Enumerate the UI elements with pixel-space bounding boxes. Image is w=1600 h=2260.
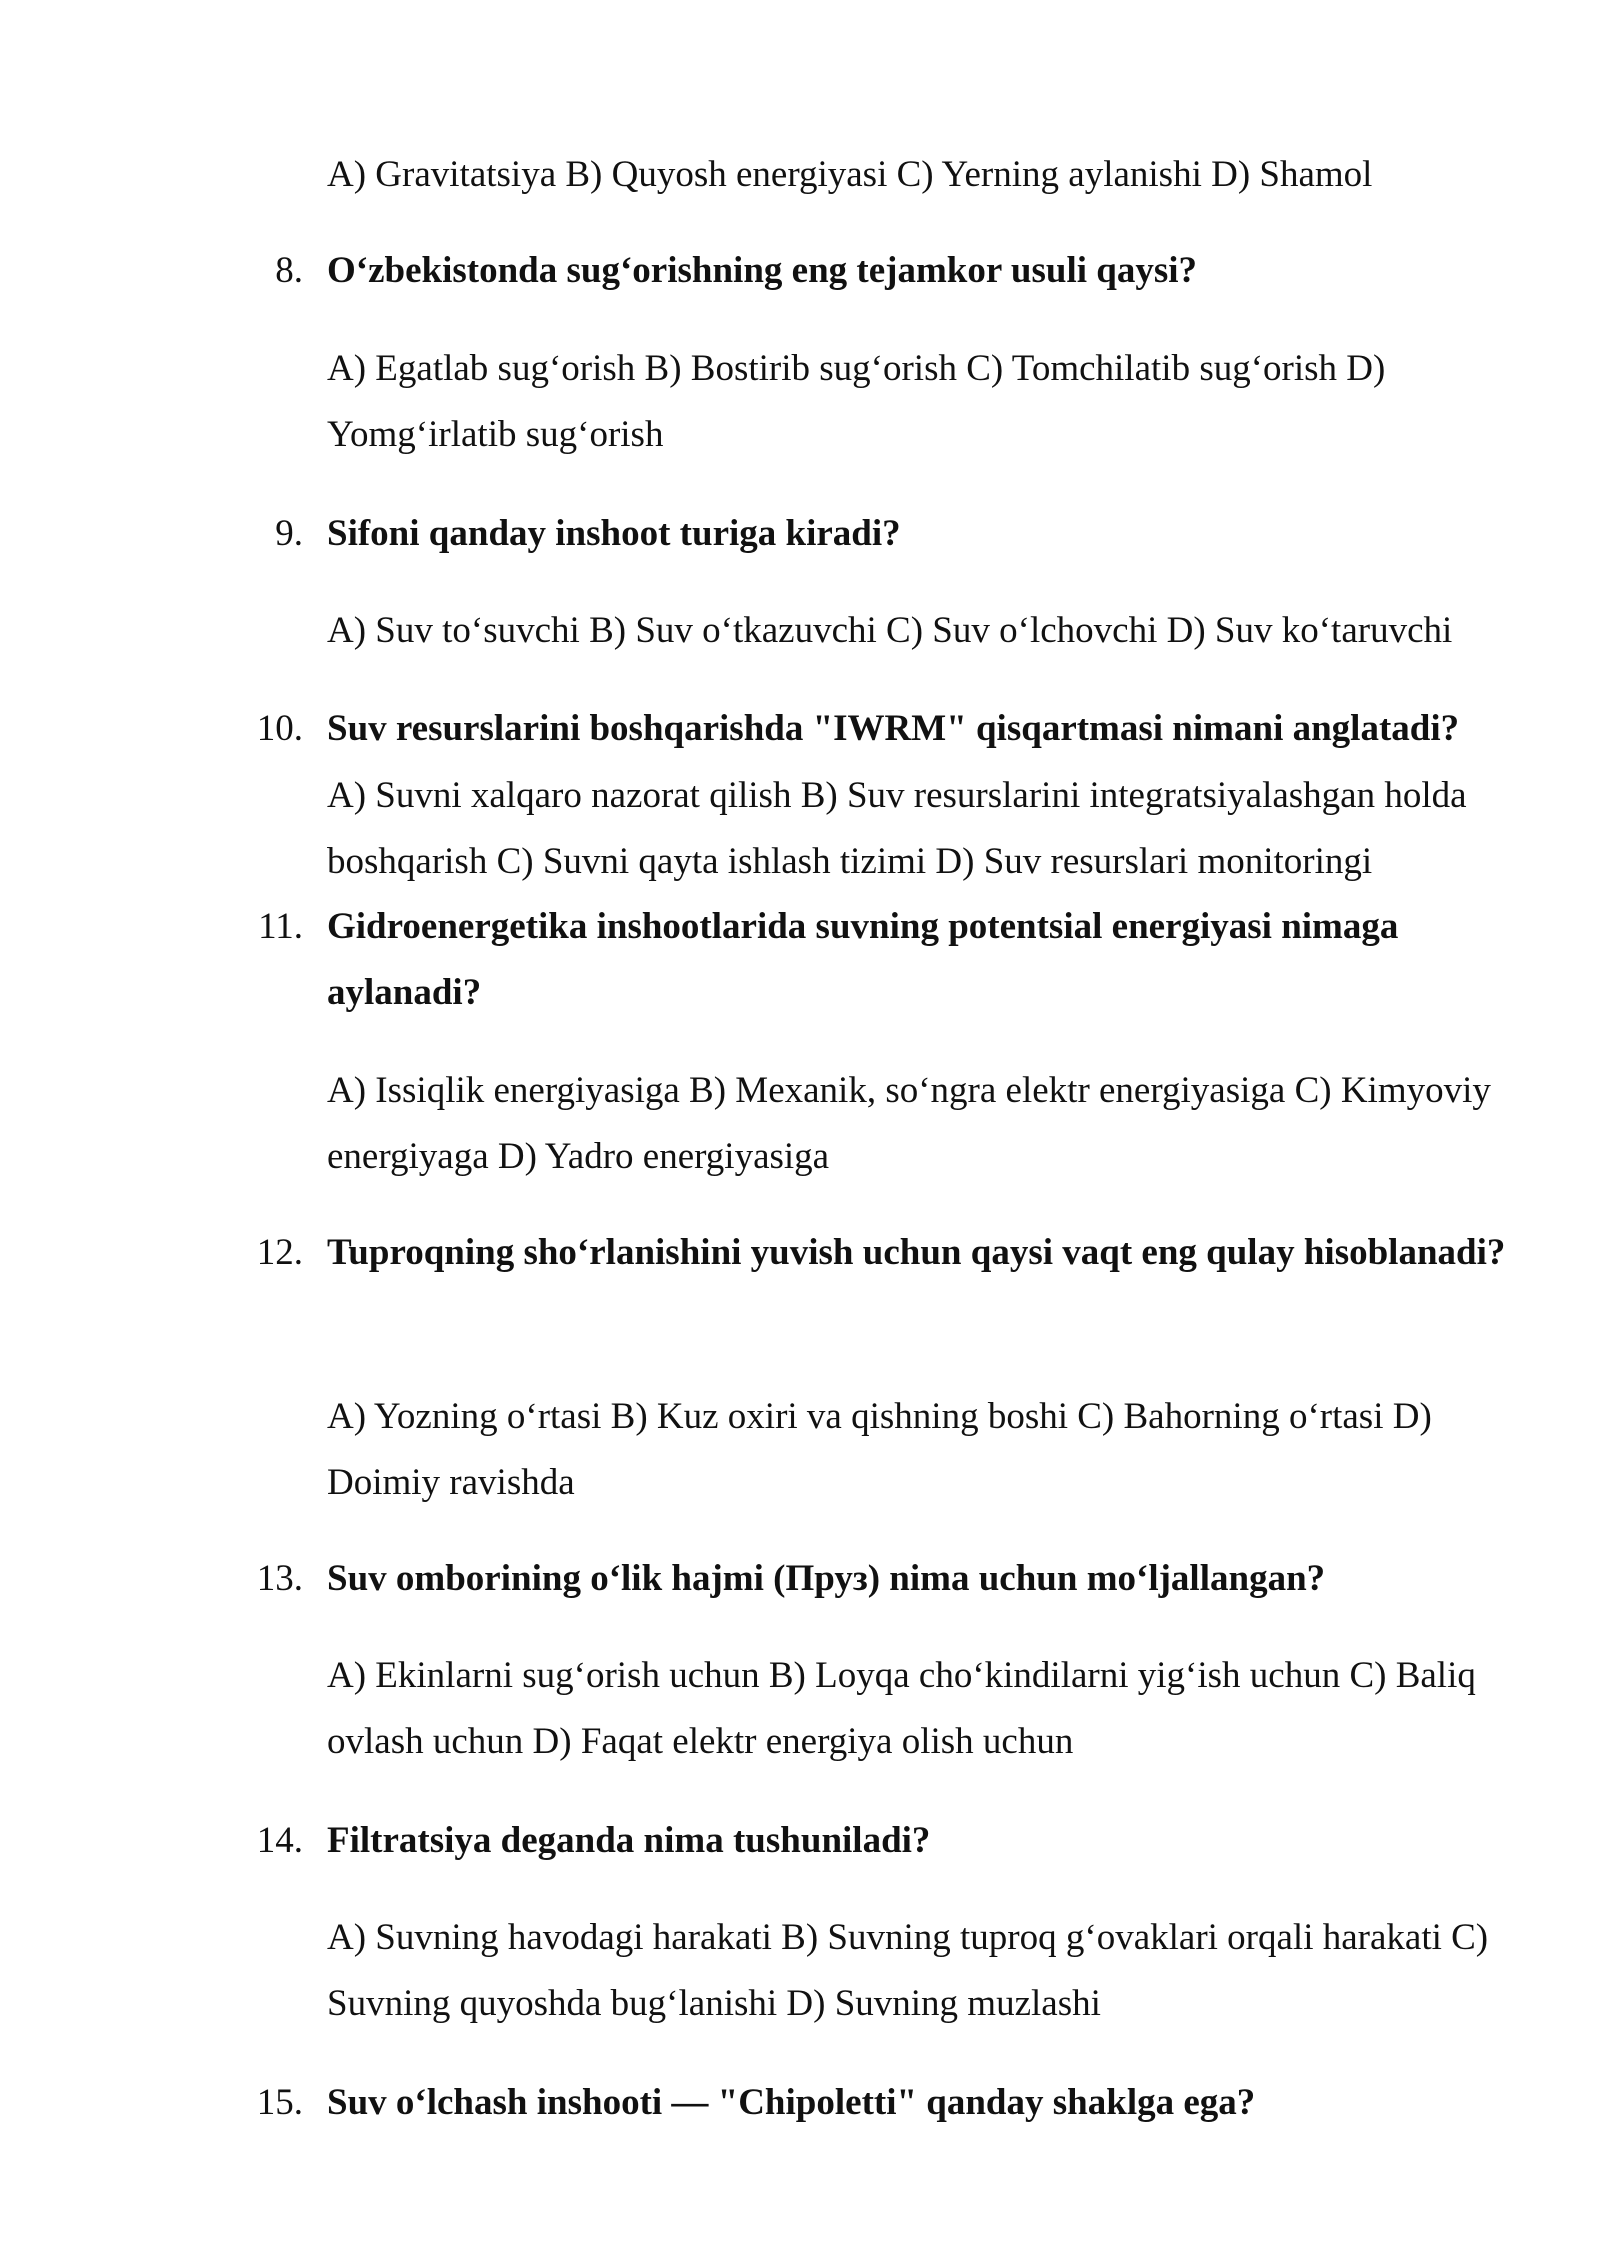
answer-options-13: A) Ekinlarni sug‘orish uchun B) Loyqa cho‘kindilarni yig‘ish uchun C) Baliq ovlash uchun D) Faqat elektr energiya olish uchun: [327, 1655, 1476, 1762]
question-number-9: 9.: [275, 513, 303, 554]
question-number-12: 12.: [256, 1232, 303, 1273]
question-number-8: 8.: [275, 250, 303, 291]
question-number-15: 15.: [256, 2082, 303, 2123]
question-number-13: 13.: [256, 1558, 303, 1599]
question-text-12: Tuproqning sho‘rlanishini yuvish uchun qaysi vaqt eng qulay hisoblanadi?: [327, 1232, 1506, 1273]
question-text-13: Suv omborining o‘lik hajmi (Пруз) nima uchun mo‘ljallangan?: [327, 1558, 1326, 1599]
answer-options-10: A) Suvni xalqaro nazorat qilish B) Suv resurslarini integratsiyalashgan holda boshqarish C) Suvni qayta ishlash tizimi D) Suv resurslari monitoringi: [327, 775, 1467, 882]
question-number-11: 11.: [258, 906, 303, 947]
question-text-11: Gidroenergetika inshootlarida suvning potentsial energiyasi nimaga aylanadi?: [327, 906, 1399, 1013]
question-text-14: Filtratsiya deganda nima tushuniladi?: [327, 1820, 931, 1861]
question-number-14: 14.: [256, 1820, 303, 1861]
answer-options-12: A) Yozning o‘rtasi B) Kuz oxiri va qishning boshi C) Bahorning o‘rtasi D) Doimiy ravishda: [327, 1396, 1432, 1503]
answer-options-8: A) Egatlab sug‘orish B) Bostirib sug‘orish C) Tomchilatib sug‘orish D) Yomg‘irlatib sug‘orish: [327, 348, 1386, 455]
question-text-9: Sifoni qanday inshoot turiga kiradi?: [327, 513, 901, 554]
answer-options-14: A) Suvning havodagi harakati B) Suvning tuproq g‘ovaklari orqali harakati C) Suvning quyoshda bug‘lanishi D) Suvning muzlashi: [327, 1917, 1489, 2024]
question-text-10: Suv resurslarini boshqarishda "IWRM" qisqartmasi nimani anglatadi?: [327, 708, 1460, 749]
question-text-15: Suv o‘lchash inshooti — "Chipoletti" qanday shaklga ega?: [327, 2082, 1256, 2123]
question-number-10: 10.: [256, 708, 303, 749]
answer-options-9: A) Suv to‘suvchi B) Suv o‘tkazuvchi C) Suv o‘lchovchi D) Suv ko‘taruvchi: [327, 610, 1453, 651]
answer-options-11: A) Issiqlik energiyasiga B) Mexanik, so‘ngra elektr energiyasiga C) Kimyoviy energiyaga D) Yadro energiyasiga: [327, 1070, 1491, 1177]
answer-options-7: A) Gravitatsiya B) Quyosh energiyasi C) Yerning aylanishi D) Shamol: [327, 154, 1373, 195]
question-text-8: O‘zbekistonda sug‘orishning eng tejamkor usuli qaysi?: [327, 250, 1198, 291]
